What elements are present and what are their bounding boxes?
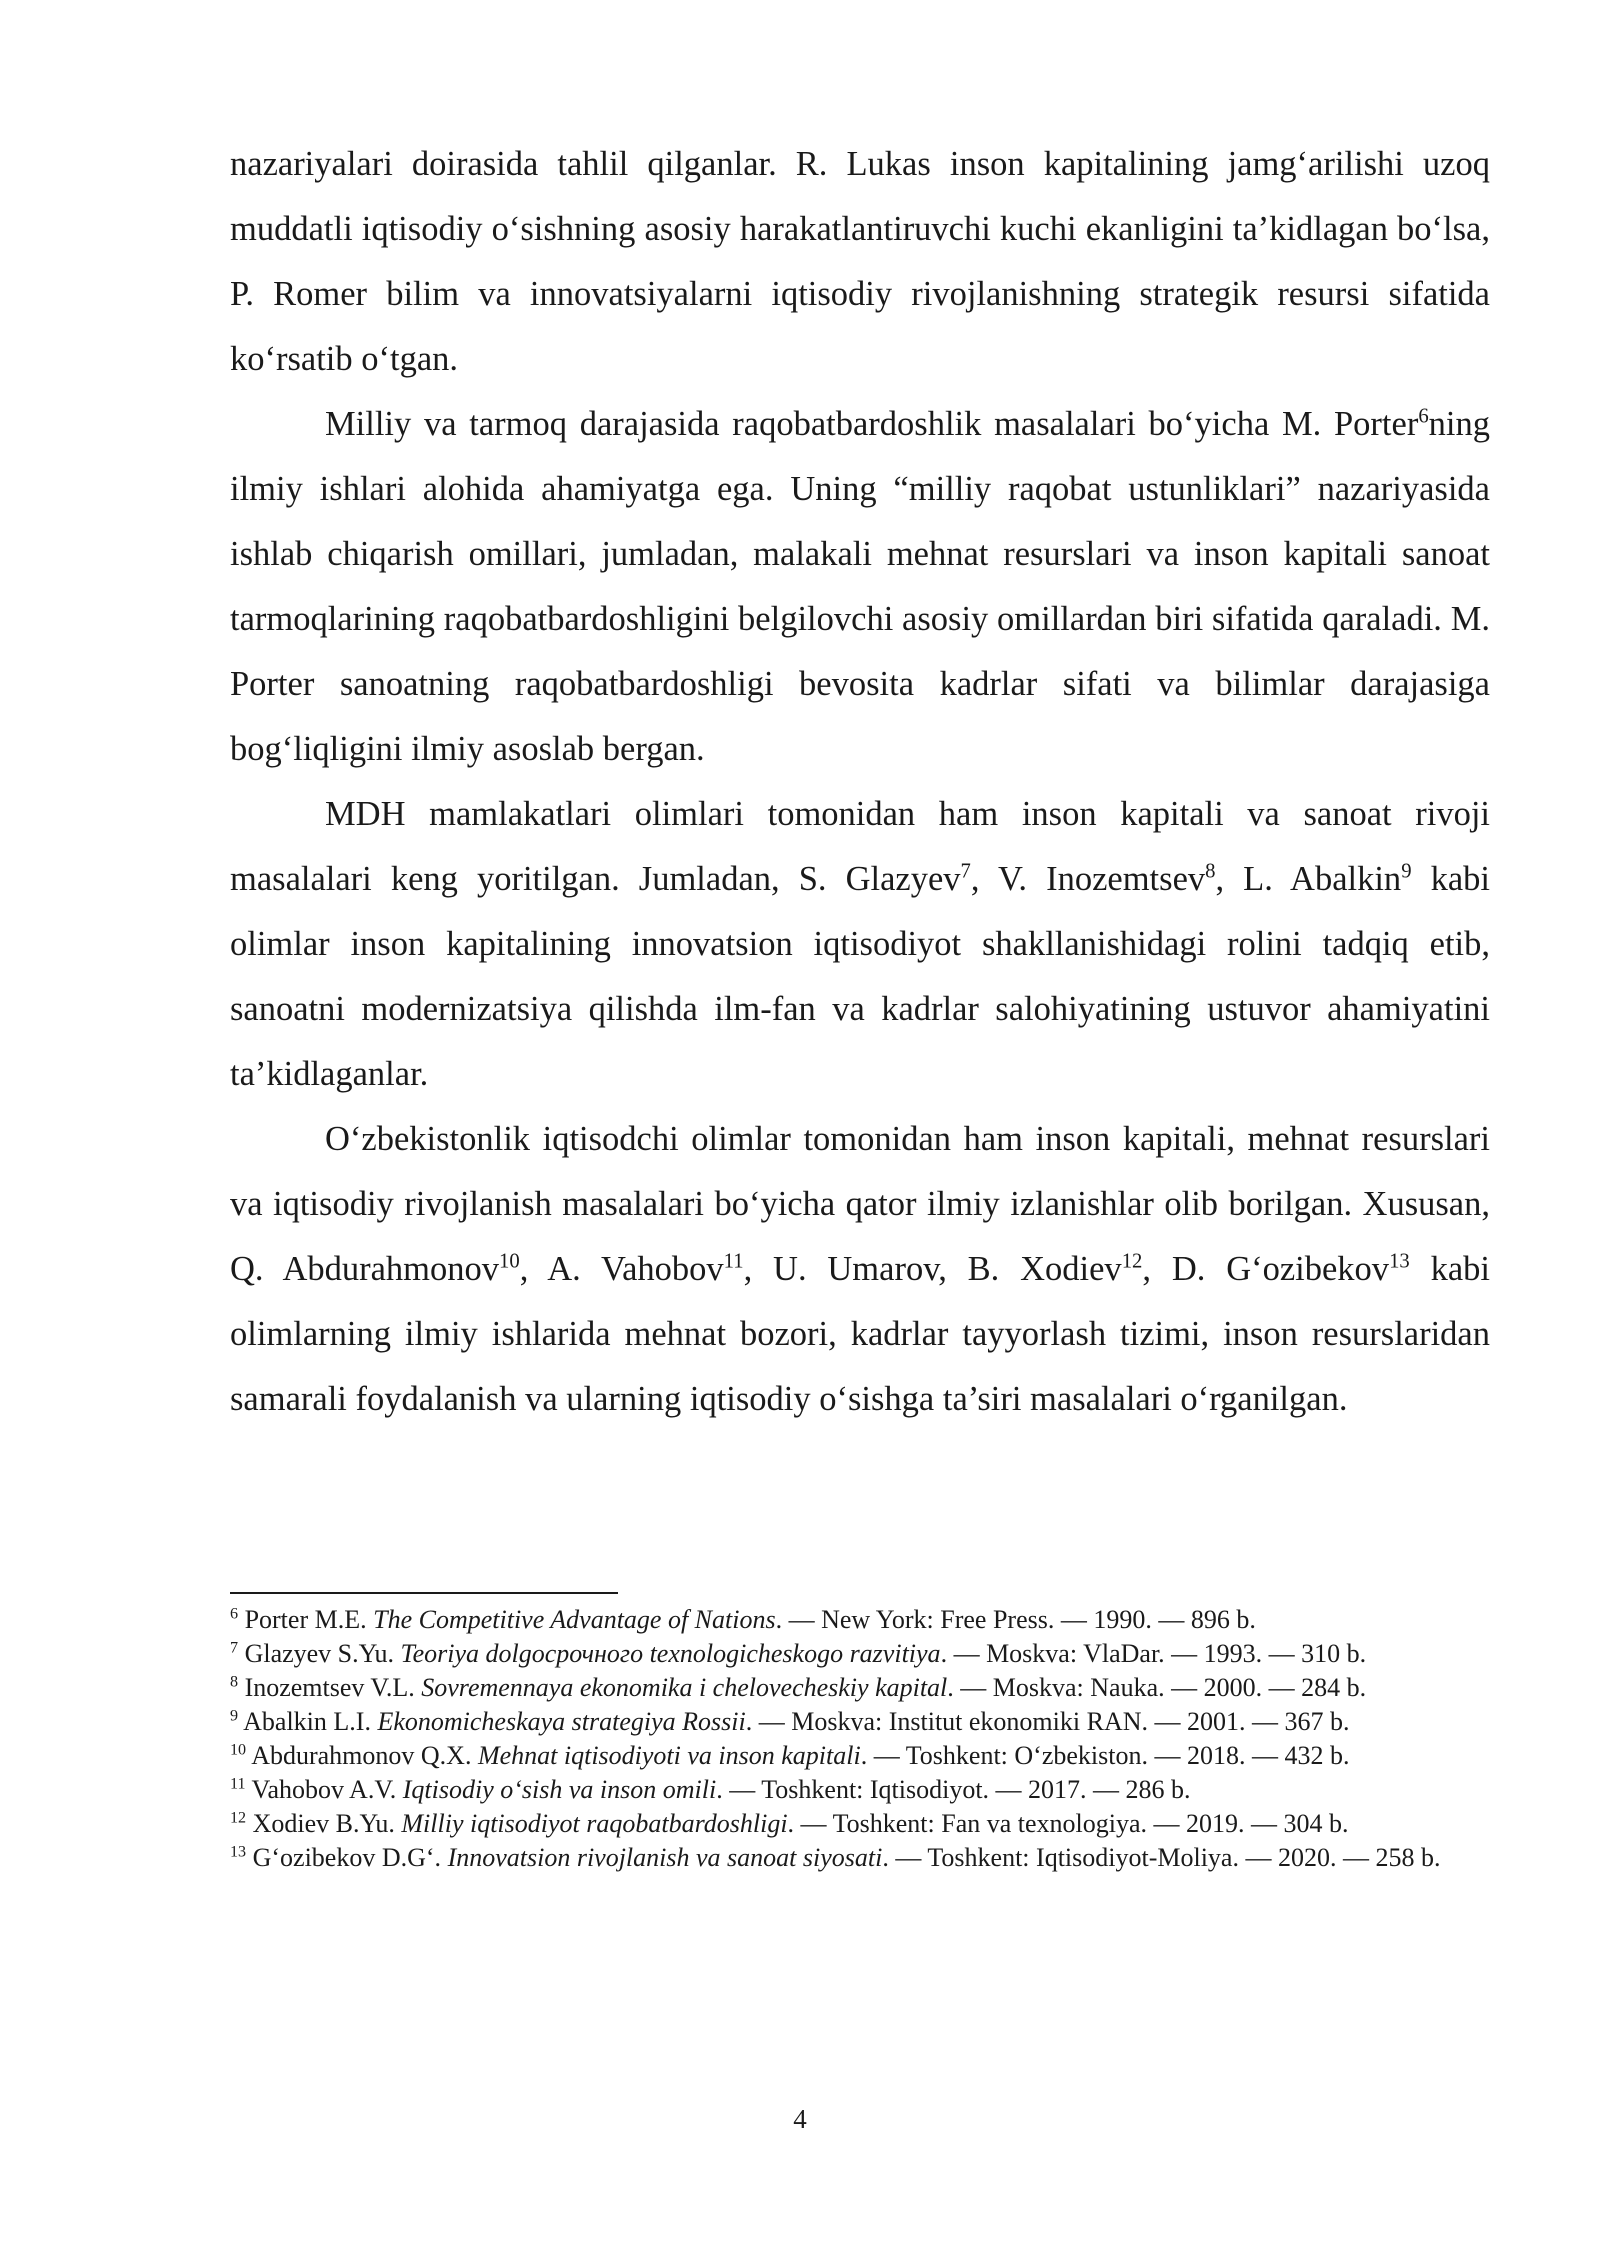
footnote-number: 10 [230,1741,247,1759]
paragraph-text: , D. G‘ozibekov [1142,1250,1390,1288]
footnote-author: G‘ozibekov D.G‘. [252,1843,448,1872]
paragraph [230,1107,1490,1432]
paragraph-text: Milliy va tarmoq darajasida raqobatbardoshlik masalalari bo‘yicha M. Porter [325,405,1419,443]
footnote-ref: 13 [1389,1250,1410,1273]
footnote-details: . — New York: Free Press. — 1990. — 896 b. [775,1605,1256,1634]
footnote-number: 11 [230,1775,246,1793]
footnote [230,1773,1492,1807]
footnote-number: 6 [230,1605,239,1623]
footnote [230,1841,1492,1875]
paragraph-text: O‘zbekistonlik iqtisodchi olimlar tomonidan ham inson kapitali, mehnat resurslari va iqtisodiy rivojlanish masalalari bo‘yicha qator ilmiy izlanishlar olib borilgan. Xususan, Q. Abdurahmonov [230,1120,1490,1288]
paragraph-text: kabi olimlarning ilmiy ishlarida mehnat bozori, kadrlar tayyorlash tizimi, inson resurslaridan samarali foydalanish va ularning iqtisodiy o‘sishga ta’siri masalalari o‘rganilgan. [230,1250,1490,1418]
footnote [230,1739,1492,1773]
footnote-details: . — Toshkent: Iqtisodiyot-Moliya. — 2020. — 258 b. [882,1843,1441,1872]
footnote-number: 8 [230,1673,239,1691]
footnote [230,1637,1492,1671]
footnote-author: Porter M.E. [244,1605,374,1634]
footnote-author: Vahobov A.V. [251,1775,403,1804]
footnote-ref: 7 [960,860,971,883]
footnote-author: Inozemtsev V.L. [244,1673,422,1702]
footnote-author: Abdurahmonov Q.X. [251,1741,478,1770]
footnote-number: 12 [230,1809,247,1827]
footnote-details: . — Toshkent: O‘zbekiston. — 2018. — 432 b. [860,1741,1350,1770]
footnote-details: . — Toshkent: Iqtisodiyot. — 2017. — 286 b. [716,1775,1191,1804]
footnote-author: Abalkin L.I. [243,1707,378,1736]
footnote [230,1603,1492,1637]
paragraph-text: , U. Umarov, B. Xodiev [743,1250,1122,1288]
footnote-number: 13 [230,1843,247,1861]
footnote-number: 9 [230,1707,239,1725]
paragraph-text: , A. Vahobov [519,1250,724,1288]
paragraph-text: kabi olimlar inson kapitalining innovatsion iqtisodiyot shakllanishidagi rolini tadqiq etib, sanoatni modernizatsiya qilishda ilm-fan va kadrlar salohiyatining ustuvor ahamiyatini ta’kidlaganlar. [230,860,1490,1093]
footnote-title: Mehnat iqtisodiyoti va inson kapitali [477,1741,861,1770]
footnote [230,1671,1492,1705]
paragraph [230,132,1490,392]
paragraph-text: nazariyalari doirasida tahlil qilganlar. R. Lukas inson kapitalining jamg‘arilishi uzoq muddatli iqtisodiy o‘sishning asosiy harakatlantiruvchi kuchi ekanligini ta’kidlagan bo‘lsa, P. Romer bilim va innovatsiyalarni iqtisodiy rivojlanishning strategik resursi sifatida ko‘rsatib o‘tgan. [230,145,1490,378]
footnote-title: Sovremennaya ekonomika i chelovecheskiy kapital [421,1673,948,1702]
footnote-title: Teoriya dolgосрочного texnologicheskogo razvitiya [400,1639,941,1668]
page-number: 4 [793,2104,807,2134]
footnote-ref: 9 [1401,860,1412,883]
footnote [230,1807,1492,1841]
footnote-title: Innovatsion rivojlanish va sanoat siyosati [447,1843,883,1872]
paragraph-text: MDH mamlakatlari olimlari tomonidan ham inson kapitali va sanoat rivoji masalalari keng yoritilgan. Jumladan, S. Glazyev [230,795,1490,898]
footnote-ref: 12 [1121,1250,1143,1273]
footnote [230,1705,1492,1739]
footnote-details: . — Moskva: Nauka. — 2000. — 284 b. [947,1673,1367,1702]
footnote-ref: 6 [1418,405,1429,428]
footnote-details: . — Toshkent: Fan va texnologiya. — 2019. — 304 b. [787,1809,1349,1838]
footnote-ref: 11 [723,1250,744,1273]
paragraph [230,782,1490,1107]
footnote-title: Milliy iqtisodiyot raqobatbardoshligi [401,1809,788,1838]
footnote-title: The Competitive Advantage of Nations [373,1605,776,1634]
paragraph [230,392,1490,782]
footnote-details: . — Moskva: Institut ekonomiki RAN. — 2001. — 367 b. [745,1707,1350,1736]
paragraph-text: , V. Inozemtsev [970,860,1206,898]
paragraph-text: ning ilmiy ishlari alohida ahamiyatga ega. Uning “milliy raqobat ustunliklari” nazariyasida ishlab chiqarish omillari, jumladan, malakali mehnat resurslari va inson kapitali sanoat tarmoqlarining raqobatbardoshligini belgilovchi asosiy omillardan biri sifatida qaraladi. M. Porter sanoatning raqobatbardoshligi bevosita kadrlar sifati va bilimlar darajasiga bog‘liqligini ilmiy asoslab bergan. [230,405,1490,768]
footnote-title: Iqtisodiy o‘sish va inson omili [402,1775,717,1804]
body-text [230,132,1490,1432]
footnotes [230,1603,1492,1875]
footnote-author: Xodiev B.Yu. [252,1809,402,1838]
footnote-separator [230,1592,618,1594]
footnote-author: Glazyev S.Yu. [244,1639,401,1668]
footnote-details: . — Moskva: VlaDar. — 1993. — 310 b. [940,1639,1367,1668]
paragraph-text: , L. Abalkin [1215,860,1402,898]
footnote-title: Ekonomicheskaya strategiya Rossii [377,1707,746,1736]
footnote-number: 7 [230,1639,239,1657]
footnote-ref: 8 [1205,860,1216,883]
footnote-ref: 10 [499,1250,520,1273]
